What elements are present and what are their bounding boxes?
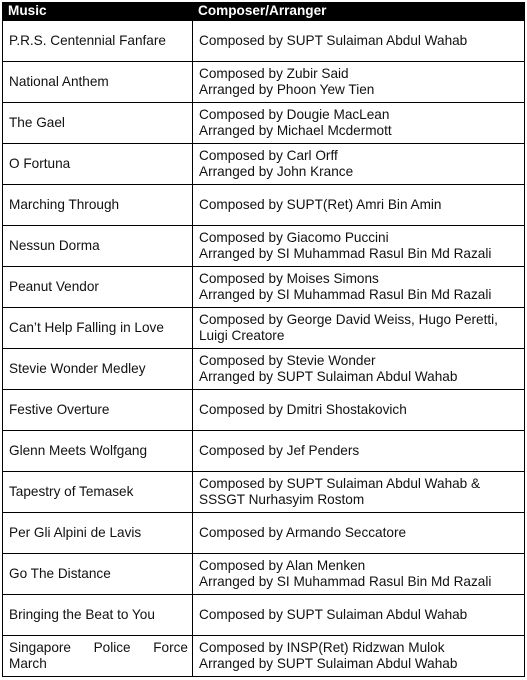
composer-arranger-cell — [193, 308, 525, 349]
table-row — [3, 144, 525, 185]
credit-line: Composed by SUPT Sulaiman Abdul Wahab — [199, 32, 468, 48]
credit-line: Composed by INSP(Ret) Ridzwan Mulok — [199, 639, 445, 655]
table-row — [3, 472, 525, 513]
table-row — [3, 431, 525, 472]
music-title: Singapore Police Force March — [3, 636, 193, 677]
composer-arranger-cell — [193, 226, 525, 267]
credit-line: Composed by SUPT Sulaiman Abdul Wahab — [199, 606, 468, 622]
composer-arranger-cell — [193, 554, 525, 595]
credit-line: Composed by Armando Seccatore — [199, 524, 407, 540]
credit-line: Composed by Carl Orff — [199, 147, 338, 163]
credit-line: Composed by Zubir Said — [199, 65, 349, 81]
table-row — [3, 267, 525, 308]
credit-line: Composed by Dmitri Shostakovich — [199, 401, 407, 417]
music-title: Stevie Wonder Medley — [3, 349, 193, 390]
credit-line: Composed by Alan Menken — [199, 557, 366, 573]
table-row — [3, 390, 525, 431]
table-row — [3, 103, 525, 144]
credit-line: Arranged by SI Muhammad Rasul Bin Md Razali — [199, 246, 492, 261]
credit-line: Composed by Jef Penders — [199, 442, 360, 458]
credit-line: Arranged by SUPT Sulaiman Abdul Wahab — [199, 369, 458, 384]
credit-line: Arranged by John Krance — [199, 164, 354, 179]
table-row — [3, 513, 525, 554]
composer-arranger-cell — [193, 636, 525, 677]
music-title: Per Gli Alpini de Lavis — [3, 513, 193, 554]
composer-arranger-cell — [193, 349, 525, 390]
composer-arranger-cell — [193, 185, 525, 226]
credit-line: Composed by George David Weiss, Hugo Peretti, Luigi Creatore — [199, 311, 498, 343]
music-title: National Anthem — [3, 62, 193, 103]
table-row — [3, 595, 525, 636]
music-title: Peanut Vendor — [3, 267, 193, 308]
music-title: P.R.S. Centennial Fanfare — [3, 21, 193, 62]
header-composer-arranger: Composer/Arranger — [193, 3, 525, 21]
credit-line: Arranged by Michael Mcdermott — [199, 123, 392, 138]
table-row — [3, 185, 525, 226]
composer-arranger-cell — [193, 595, 525, 636]
music-title: Tapestry of Temasek — [3, 472, 193, 513]
credit-line: Arranged by SI Muhammad Rasul Bin Md Razali — [199, 574, 492, 589]
table-row — [3, 554, 525, 595]
credit-line: Arranged by SI Muhammad Rasul Bin Md Razali — [199, 287, 492, 302]
music-title: Marching Through — [3, 185, 193, 226]
music-title: Go The Distance — [3, 554, 193, 595]
credit-line: Arranged by SUPT Sulaiman Abdul Wahab — [199, 656, 458, 671]
credit-line: Composed by SUPT(Ret) Amri Bin Amin — [199, 196, 442, 212]
composer-arranger-cell — [193, 267, 525, 308]
music-title: The Gael — [3, 103, 193, 144]
composer-arranger-cell — [193, 62, 525, 103]
composer-arranger-cell — [193, 103, 525, 144]
music-title: Bringing the Beat to You — [3, 595, 193, 636]
table-row — [3, 349, 525, 390]
credit-line: Composed by Dougie MacLean — [199, 106, 390, 122]
music-title: Can’t Help Falling in Love — [3, 308, 193, 349]
credit-line: Arranged by Phoon Yew Tien — [199, 82, 375, 97]
music-title: O Fortuna — [3, 144, 193, 185]
table-row — [3, 21, 525, 62]
credit-line: Composed by SUPT Sulaiman Abdul Wahab & SSSGT Nurhasyim Rostom — [199, 475, 481, 507]
table-row — [3, 226, 525, 267]
music-title: Nessun Dorma — [3, 226, 193, 267]
composer-arranger-cell — [193, 144, 525, 185]
composer-arranger-cell — [193, 513, 525, 554]
composer-arranger-cell — [193, 390, 525, 431]
header-music: Music — [3, 3, 193, 21]
composer-arranger-cell — [193, 21, 525, 62]
credit-line: Composed by Moises Simons — [199, 270, 379, 286]
music-title: Glenn Meets Wolfgang — [3, 431, 193, 472]
credit-line: Composed by Stevie Wonder — [199, 352, 376, 368]
music-title: Festive Overture — [3, 390, 193, 431]
music-program-table — [2, 2, 525, 677]
composer-arranger-cell — [193, 431, 525, 472]
composer-arranger-cell — [193, 472, 525, 513]
table-row — [3, 308, 525, 349]
table-row — [3, 62, 525, 103]
table-row — [3, 636, 525, 677]
header-row — [3, 3, 525, 21]
credit-line: Composed by Giacomo Puccini — [199, 229, 389, 245]
